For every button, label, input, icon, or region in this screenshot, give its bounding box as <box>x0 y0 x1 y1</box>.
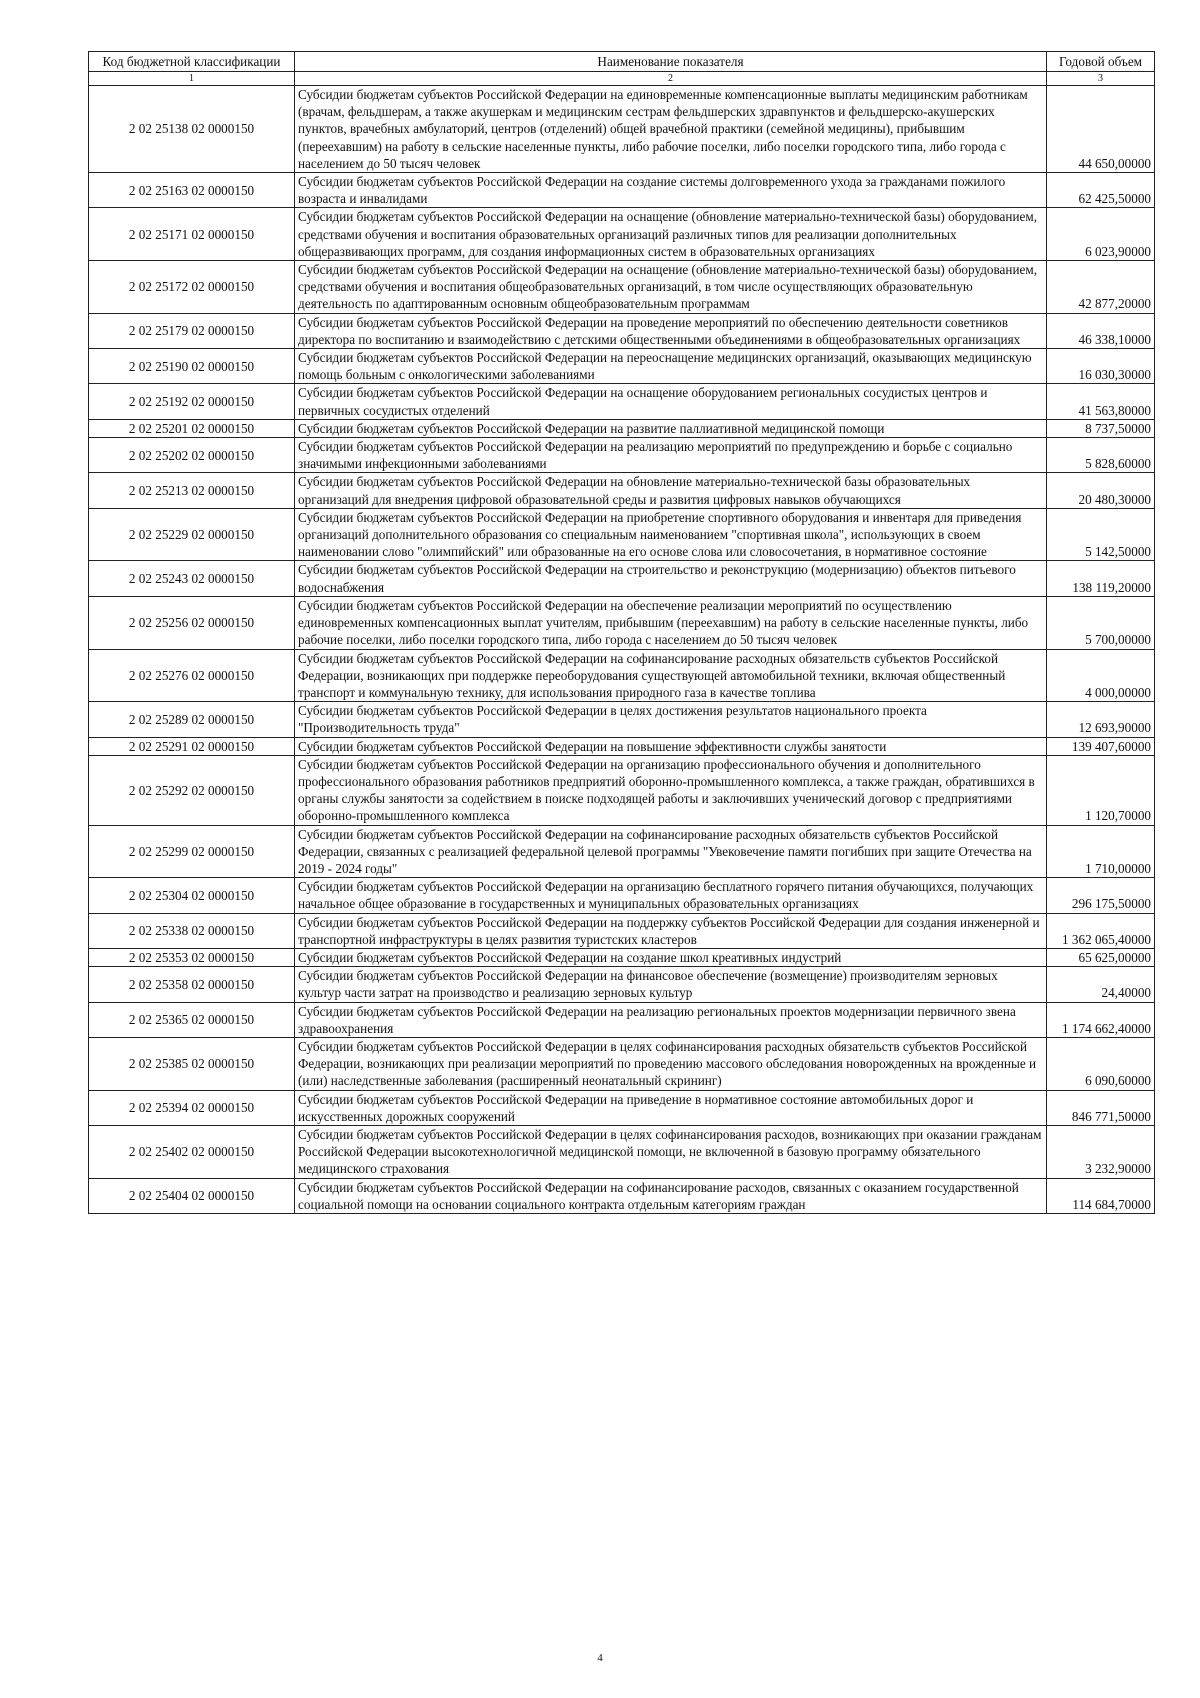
row-name: Субсидии бюджетам субъектов Российской Федерации на обновление материально-технической базы образовательных организаций для внедрения цифровой образовательной среды и развития цифровых навыков обучающихся <box>295 473 1047 508</box>
header-name: Наименование показателя <box>295 52 1047 72</box>
row-code: 2 02 25338 02 0000150 <box>89 913 295 948</box>
row-amount: 65 625,00000 <box>1047 948 1155 966</box>
row-name: Субсидии бюджетам субъектов Российской Федерации на переоснащение медицинских организаций, оказывающих медицинскую помощь больным с онкологическими заболеваниями <box>295 349 1047 384</box>
header-amount: Годовой объем <box>1047 52 1155 72</box>
row-code: 2 02 25276 02 0000150 <box>89 649 295 702</box>
row-code: 2 02 25192 02 0000150 <box>89 384 295 419</box>
row-name: Субсидии бюджетам субъектов Российской Федерации на софинансирование расходов, связанных с оказанием государственной социальной помощи на основании социального контракта отдельным категориям граждан <box>295 1178 1047 1213</box>
table-row <box>89 755 1155 825</box>
row-amount: 1 710,00000 <box>1047 825 1155 878</box>
column-number: 3 <box>1047 72 1155 86</box>
row-amount: 6 090,60000 <box>1047 1037 1155 1090</box>
row-name: Субсидии бюджетам субъектов Российской Федерации на единовременные компенсационные выплаты медицинским работникам (врачам, фельдшерам, а также акушеркам и медицинским сестрам фельдшерских здравпунктов и фельдшерско-акушерских пунктов, врачебных амбулаторий, центров (отделений) общей врачебной практики (семейной медицины), прибывшим (переехавшим) на работу в сельские населенные пункты, либо рабочие поселки, либо поселки городского типа, либо города с населением до 50 тысяч человек <box>295 86 1047 173</box>
table-row <box>89 384 1155 419</box>
table-row <box>89 702 1155 737</box>
row-name: Субсидии бюджетам субъектов Российской Федерации на реализацию мероприятий по предупреждению и борьбе с социально значимыми инфекционными заболеваниями <box>295 438 1047 473</box>
row-amount: 1 120,70000 <box>1047 755 1155 825</box>
table-row <box>89 508 1155 561</box>
table-row <box>89 261 1155 314</box>
row-amount: 12 693,90000 <box>1047 702 1155 737</box>
table-row <box>89 596 1155 649</box>
row-code: 2 02 25394 02 0000150 <box>89 1090 295 1125</box>
row-code: 2 02 25213 02 0000150 <box>89 473 295 508</box>
row-amount: 62 425,50000 <box>1047 173 1155 208</box>
row-code: 2 02 25190 02 0000150 <box>89 349 295 384</box>
row-amount: 16 030,30000 <box>1047 349 1155 384</box>
row-code: 2 02 25385 02 0000150 <box>89 1037 295 1090</box>
table-row <box>89 878 1155 913</box>
row-name: Субсидии бюджетам субъектов Российской Федерации на оснащение оборудованием региональных сосудистых центров и первичных сосудистых отделений <box>295 384 1047 419</box>
row-code: 2 02 25365 02 0000150 <box>89 1002 295 1037</box>
header-code: Код бюджетной классификации <box>89 52 295 72</box>
table-body <box>89 86 1155 1214</box>
column-number: 1 <box>89 72 295 86</box>
row-amount: 46 338,10000 <box>1047 313 1155 348</box>
table-row <box>89 208 1155 261</box>
row-amount: 44 650,00000 <box>1047 86 1155 173</box>
table-row <box>89 1090 1155 1125</box>
table-row <box>89 438 1155 473</box>
row-amount: 138 119,20000 <box>1047 561 1155 596</box>
row-code: 2 02 25304 02 0000150 <box>89 878 295 913</box>
row-code: 2 02 25179 02 0000150 <box>89 313 295 348</box>
table-row <box>89 86 1155 173</box>
row-name: Субсидии бюджетам субъектов Российской Федерации в целях софинансирования расходов, возникающих при оказании гражданам Российской Федерации высокотехнологичной медицинской помощи, не включенной в базовую программу обязательного медицинского страхования <box>295 1125 1047 1178</box>
table-row <box>89 1178 1155 1213</box>
table-row <box>89 1037 1155 1090</box>
row-code: 2 02 25402 02 0000150 <box>89 1125 295 1178</box>
row-code: 2 02 25172 02 0000150 <box>89 261 295 314</box>
row-amount: 20 480,30000 <box>1047 473 1155 508</box>
row-code: 2 02 25243 02 0000150 <box>89 561 295 596</box>
row-name: Субсидии бюджетам субъектов Российской Федерации на обеспечение реализации мероприятий по осуществлению единовременных компенсационных выплат учителям, прибывшим (переехавшим) на работу в сельские населенные пункты, либо рабочие поселки, либо поселки городского типа, либо города с населением до 50 тысяч человек <box>295 596 1047 649</box>
row-code: 2 02 25202 02 0000150 <box>89 438 295 473</box>
table-row <box>89 473 1155 508</box>
table-row <box>89 349 1155 384</box>
table-row <box>89 913 1155 948</box>
row-amount: 42 877,20000 <box>1047 261 1155 314</box>
row-code: 2 02 25292 02 0000150 <box>89 755 295 825</box>
row-code: 2 02 25358 02 0000150 <box>89 967 295 1002</box>
row-amount: 1 174 662,40000 <box>1047 1002 1155 1037</box>
row-name: Субсидии бюджетам субъектов Российской Федерации в целях софинансирования расходных обязательств субъектов Российской Федерации, возникающих при реализации мероприятий по проведению массового обследования новорожденных на врожденные и (или) наследственные заболевания (расширенный неонатальный скрининг) <box>295 1037 1047 1090</box>
row-code: 2 02 25256 02 0000150 <box>89 596 295 649</box>
row-name: Субсидии бюджетам субъектов Российской Федерации на повышение эффективности службы занятости <box>295 737 1047 755</box>
row-name: Субсидии бюджетам субъектов Российской Федерации на создание школ креативных индустрий <box>295 948 1047 966</box>
row-name: Субсидии бюджетам субъектов Российской Федерации в целях достижения результатов национального проекта "Производительность труда" <box>295 702 1047 737</box>
row-name: Субсидии бюджетам субъектов Российской Федерации на организацию профессионального обучения и дополнительного профессионального образования работников предприятий оборонно-промышленного комплекса, а также граждан, обратившихся в органы службы занятости за содействием в поиске подходящей работы и заключивших ученический договор с предприятиями оборонно-промышленного комплекса <box>295 755 1047 825</box>
row-amount: 5 700,00000 <box>1047 596 1155 649</box>
row-name: Субсидии бюджетам субъектов Российской Федерации на приведение в нормативное состояние автомобильных дорог и искусственных дорожных сооружений <box>295 1090 1047 1125</box>
row-code: 2 02 25299 02 0000150 <box>89 825 295 878</box>
row-amount: 5 142,50000 <box>1047 508 1155 561</box>
row-amount: 139 407,60000 <box>1047 737 1155 755</box>
row-name: Субсидии бюджетам субъектов Российской Федерации на финансовое обеспечение (возмещение) производителям зерновых культур части затрат на производство и реализацию зерновых культур <box>295 967 1047 1002</box>
row-name: Субсидии бюджетам субъектов Российской Федерации на софинансирование расходных обязательств субъектов Российской Федерации, связанных с реализацией федеральной целевой программы "Увековечение памяти погибших при защите Отечества на 2019 - 2024 годы" <box>295 825 1047 878</box>
row-code: 2 02 25163 02 0000150 <box>89 173 295 208</box>
table-row <box>89 967 1155 1002</box>
row-name: Субсидии бюджетам субъектов Российской Федерации на организацию бесплатного горячего питания обучающихся, получающих начальное общее образование в государственных и муниципальных образовательных организациях <box>295 878 1047 913</box>
row-code: 2 02 25404 02 0000150 <box>89 1178 295 1213</box>
row-amount: 4 000,00000 <box>1047 649 1155 702</box>
row-code: 2 02 25171 02 0000150 <box>89 208 295 261</box>
row-code: 2 02 25291 02 0000150 <box>89 737 295 755</box>
row-amount: 846 771,50000 <box>1047 1090 1155 1125</box>
row-name: Субсидии бюджетам субъектов Российской Федерации на поддержку субъектов Российской Федерации для создания инженерной и транспортной инфраструктуры в целях развития туристских кластеров <box>295 913 1047 948</box>
table-row <box>89 1125 1155 1178</box>
row-amount: 1 362 065,40000 <box>1047 913 1155 948</box>
row-name: Субсидии бюджетам субъектов Российской Федерации на софинансирование расходных обязательств субъектов Российской Федерации, возникающих при поддержке переоборудования существующей автомобильной техники, включая общественный транспорт и коммунальную технику, для использования природного газа в качестве топлива <box>295 649 1047 702</box>
table-row <box>89 419 1155 437</box>
column-number: 2 <box>295 72 1047 86</box>
table-row <box>89 737 1155 755</box>
row-amount: 296 175,50000 <box>1047 878 1155 913</box>
table-row <box>89 948 1155 966</box>
header-row <box>89 52 1155 72</box>
row-name: Субсидии бюджетам субъектов Российской Федерации на оснащение (обновление материально-технической базы) оборудованием, средствами обучения и воспитания образовательных организаций различных типов для реализации дополнительных общеразвивающих программ, для создания информационных систем в образовательных организациях <box>295 208 1047 261</box>
table-row <box>89 825 1155 878</box>
row-amount: 3 232,90000 <box>1047 1125 1155 1178</box>
row-amount: 8 737,50000 <box>1047 419 1155 437</box>
page-number: 4 <box>597 1652 603 1664</box>
row-name: Субсидии бюджетам субъектов Российской Федерации на строительство и реконструкцию (модернизацию) объектов питьевого водоснабжения <box>295 561 1047 596</box>
row-code: 2 02 25289 02 0000150 <box>89 702 295 737</box>
budget-table <box>88 51 1155 1214</box>
row-code: 2 02 25201 02 0000150 <box>89 419 295 437</box>
row-amount: 114 684,70000 <box>1047 1178 1155 1213</box>
row-code: 2 02 25229 02 0000150 <box>89 508 295 561</box>
row-name: Субсидии бюджетам субъектов Российской Федерации на проведение мероприятий по обеспечению деятельности советников директора по воспитанию и взаимодействию с детскими общественными объединениями в общеобразовательных организациях <box>295 313 1047 348</box>
row-code: 2 02 25138 02 0000150 <box>89 86 295 173</box>
row-amount: 5 828,60000 <box>1047 438 1155 473</box>
table-row <box>89 561 1155 596</box>
table-row <box>89 649 1155 702</box>
row-name: Субсидии бюджетам субъектов Российской Федерации на оснащение (обновление материально-технической базы) оборудованием, средствами обучения и воспитания общеобразовательных организаций, в том числе осуществляющих образовательную деятельность по адаптированным основным общеобразовательным программам <box>295 261 1047 314</box>
row-name: Субсидии бюджетам субъектов Российской Федерации на реализацию региональных проектов модернизации первичного звена здравоохранения <box>295 1002 1047 1037</box>
table-row <box>89 1002 1155 1037</box>
row-amount: 41 563,80000 <box>1047 384 1155 419</box>
column-number-row <box>89 72 1155 86</box>
table-row <box>89 313 1155 348</box>
row-name: Субсидии бюджетам субъектов Российской Федерации на приобретение спортивного оборудования и инвентаря для приведения организаций дополнительного образования со специальным наименованием "спортивная школа", использующих в своем наименовании слово "олимпийский" или образованные на его основе слова или словосочетания, в нормативное состояние <box>295 508 1047 561</box>
row-amount: 6 023,90000 <box>1047 208 1155 261</box>
row-code: 2 02 25353 02 0000150 <box>89 948 295 966</box>
row-name: Субсидии бюджетам субъектов Российской Федерации на создание системы долговременного ухода за гражданами пожилого возраста и инвалидами <box>295 173 1047 208</box>
row-name: Субсидии бюджетам субъектов Российской Федерации на развитие паллиативной медицинской помощи <box>295 419 1047 437</box>
table-row <box>89 173 1155 208</box>
row-amount: 24,40000 <box>1047 967 1155 1002</box>
